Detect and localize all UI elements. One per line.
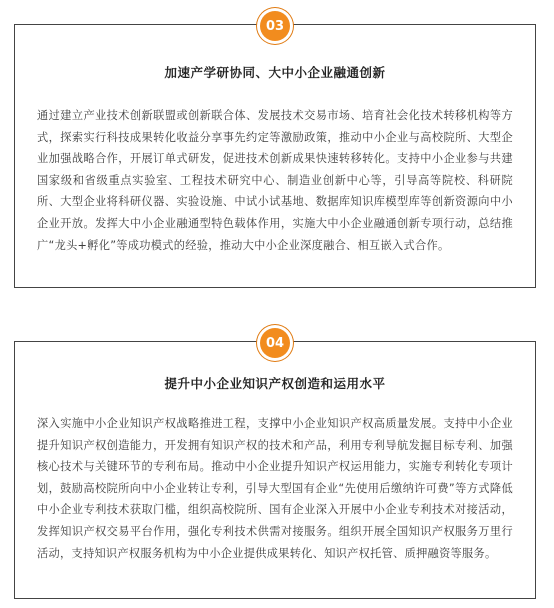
- section-card: [14, 18, 536, 288]
- section-card: [14, 335, 536, 599]
- section-body: 深入实施中小企业知识产权战略推进工程，支撑中小企业知识产权高质量发展。支持中小企业提升知识产权创造能力，开发拥有知识产权的技术和产品，利用专利导航发掘目标专利、加强核心技术与关键环节的专利布局。推动中小企业提升知识产权运用能力，实施专利转化专项计划，鼓励高校院所向中小企业转让专利，引导大型国有企业“先使用后缴纳许可费”等方式降低中小企业专利技术获取门槛，组织高校院所、国有企业深入开展中小企业专利技术对接活动，发挥知识产权交易平台作用，强化专利技术供需对接服务。组织开展全国知识产权服务万里行活动，支持知识产权服务机构为中小企业提供成果转化、知识产权托管、质押融资等服务。: [37, 417, 513, 560]
- section-body: 通过建立产业技术创新联盟或创新联合体、发展技术交易市场、培育社会化技术转移机构等方式，探索实行科技成果转化收益分享事先约定等激励政策，推动中小企业与高校院所、大型企业加强战略合作，开展订单式研发，促进技术创新成果快速转移转化。支持中小企业参与共建国家级和省级重点实验室、工程技术研究中心、制造业创新中心等，引导高等院校、科研院所、大型企业将科研仪器、实验设施、中试小试基地、数据库知识库模型库等创新资源向中小企业开放。发挥大中小企业融通型特色载体作用，实施大中小企业融通创新专项行动，总结推广“龙头+孵化”等成功模式的经验，推动大中小企业深度融合、相互嵌入式合作。: [37, 109, 513, 252]
- section-number-badge: 03: [260, 11, 290, 41]
- section-title: 加速产学研协同、大中小企业融通创新: [164, 65, 386, 80]
- section-number-badge: 04: [260, 328, 290, 358]
- section-title: 提升中小企业知识产权创造和运用水平: [164, 376, 386, 391]
